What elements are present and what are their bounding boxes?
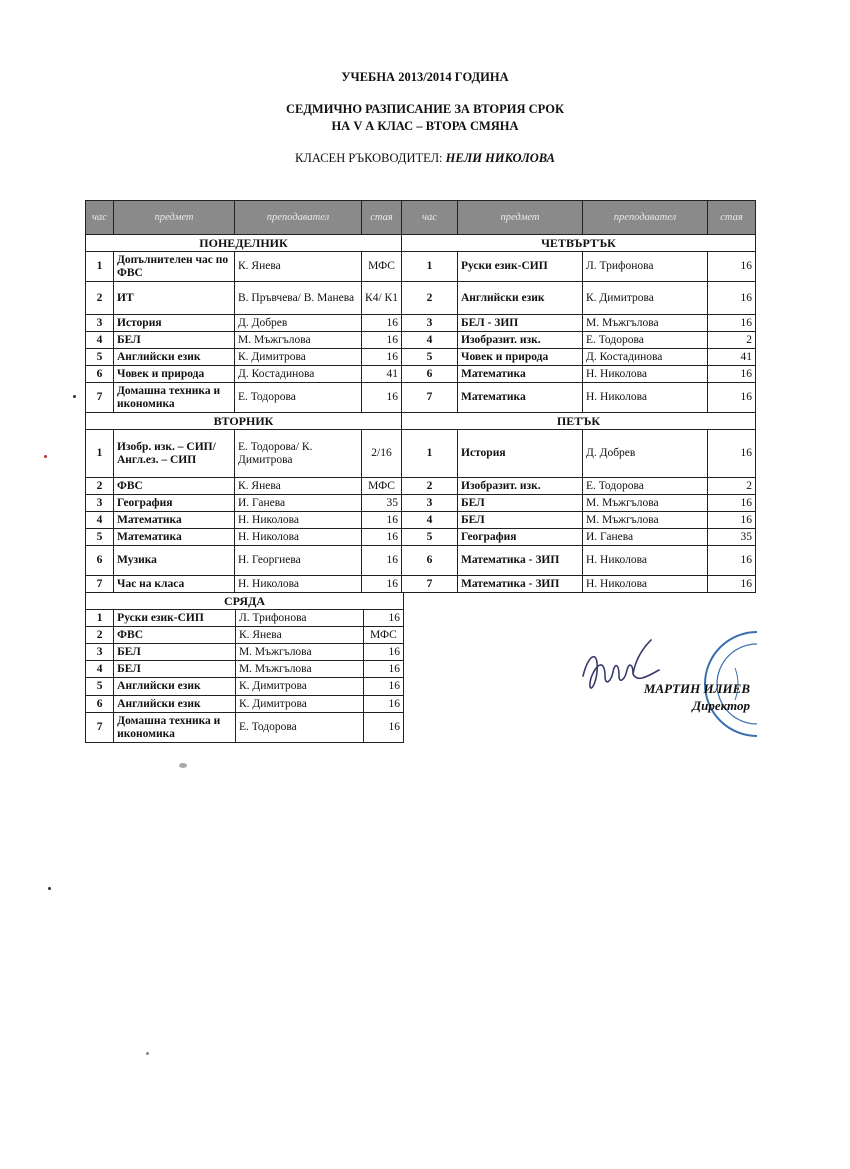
period-number: 1 — [402, 430, 458, 478]
subject-cell: Човек и природа — [114, 366, 235, 383]
room-cell: 16 — [362, 383, 402, 413]
subject-cell: Руски език-СИП — [458, 252, 583, 282]
table-row — [86, 644, 404, 661]
room-cell: 35 — [708, 529, 756, 546]
teacher-cell: Н. Георгиева — [235, 546, 362, 576]
teacher-cell: Е. Тодорова — [235, 713, 363, 743]
class-teacher-line — [0, 151, 850, 166]
table-row — [86, 383, 756, 413]
period-number: 5 — [86, 529, 114, 546]
period-number: 2 — [402, 282, 458, 315]
period-number: 3 — [402, 315, 458, 332]
period-number: 4 — [402, 332, 458, 349]
period-number: 2 — [86, 282, 114, 315]
subject-cell: Изобразит. изк. — [458, 332, 583, 349]
col-header-num: час — [86, 201, 114, 235]
subject-cell: Английски език — [114, 696, 236, 713]
period-number: 1 — [86, 252, 114, 282]
room-cell: 2 — [708, 332, 756, 349]
subject-cell: Допълнителен час по ФВС — [114, 252, 235, 282]
subject-cell: Изобр. изк. – СИП/ Англ.ез. – СИП — [114, 430, 235, 478]
subject-cell: Английски език — [114, 349, 235, 366]
day-thursday: ЧЕТВЪРТЪК — [402, 235, 756, 252]
teacher-cell: Н. Николова — [235, 576, 362, 593]
subject-cell: Домашна техника и икономика — [114, 713, 236, 743]
table-row — [86, 495, 756, 512]
teacher-cell: Д. Добрев — [235, 315, 362, 332]
col-header-room: стая — [362, 201, 402, 235]
room-cell: МФС — [363, 627, 403, 644]
scan-speck — [48, 887, 51, 890]
day-header-row — [86, 235, 756, 252]
teacher-cell: Л. Трифонова — [583, 252, 708, 282]
room-cell: 16 — [708, 512, 756, 529]
teacher-cell: М. Мъжгълова — [583, 315, 708, 332]
teacher-cell: К. Димитрова — [583, 282, 708, 315]
subject-cell: Английски език — [458, 282, 583, 315]
table-row — [86, 713, 404, 743]
table-row — [86, 282, 756, 315]
room-cell: 16 — [363, 661, 403, 678]
room-cell: 16 — [362, 332, 402, 349]
col-header-room: стая — [708, 201, 756, 235]
teacher-cell: К. Димитрова — [235, 696, 363, 713]
subject-cell: Музика — [114, 546, 235, 576]
teacher-cell: К. Димитрова — [235, 349, 362, 366]
subject-cell: БЕЛ - ЗИП — [458, 315, 583, 332]
subject-cell: Домашна техника и икономика — [114, 383, 235, 413]
period-number: 7 — [86, 383, 114, 413]
scan-speck — [179, 763, 187, 768]
period-number: 4 — [86, 332, 114, 349]
subject-cell: Изобразит. изк. — [458, 478, 583, 495]
subject-cell: ИТ — [114, 282, 235, 315]
subject-cell: История — [114, 315, 235, 332]
subject-cell: БЕЛ — [114, 332, 235, 349]
period-number: 3 — [86, 315, 114, 332]
teacher-cell: Е. Тодорова — [235, 383, 362, 413]
table-row — [86, 529, 756, 546]
table-row — [86, 366, 756, 383]
day-header-row — [86, 593, 404, 610]
room-cell: 16 — [708, 546, 756, 576]
day-tuesday: ВТОРНИК — [86, 413, 402, 430]
room-cell: 16 — [362, 576, 402, 593]
room-cell: 16 — [708, 430, 756, 478]
table-row — [86, 315, 756, 332]
room-cell: 16 — [363, 610, 403, 627]
teacher-cell: Н. Николова — [235, 512, 362, 529]
teacher-cell: Н. Николова — [583, 383, 708, 413]
room-cell: 16 — [362, 512, 402, 529]
teacher-cell: М. Мъжгълова — [583, 512, 708, 529]
period-number: 7 — [86, 713, 114, 743]
room-cell: 2/16 — [362, 430, 402, 478]
col-header-subject: предмет — [458, 201, 583, 235]
period-number: 1 — [86, 430, 114, 478]
period-number: 7 — [86, 576, 114, 593]
subject-cell: Математика — [114, 512, 235, 529]
period-number: 4 — [402, 512, 458, 529]
room-cell: 16 — [362, 546, 402, 576]
period-number: 5 — [402, 349, 458, 366]
room-cell: 16 — [363, 678, 403, 696]
room-cell: 35 — [362, 495, 402, 512]
col-header-teacher: преподавател — [583, 201, 708, 235]
period-number: 6 — [86, 366, 114, 383]
room-cell: 16 — [362, 349, 402, 366]
subject-cell: ФВС — [114, 478, 235, 495]
teacher-cell: Л. Трифонова — [235, 610, 363, 627]
period-number: 4 — [86, 661, 114, 678]
wednesday-table — [85, 592, 404, 743]
teacher-cell: М. Мъжгълова — [235, 661, 363, 678]
class-teacher-name: НЕЛИ НИКОЛОВА — [445, 151, 555, 165]
teacher-cell: М. Мъжгълова — [235, 332, 362, 349]
day-header-row — [86, 413, 756, 430]
teacher-cell: Д. Добрев — [583, 430, 708, 478]
teacher-cell: Д. Костадинова — [235, 366, 362, 383]
room-cell: 2 — [708, 478, 756, 495]
teacher-cell: Д. Костадинова — [583, 349, 708, 366]
day-wednesday: СРЯДА — [86, 593, 404, 610]
table-row — [86, 512, 756, 529]
teacher-cell: К. Янева — [235, 627, 363, 644]
period-number: 5 — [86, 349, 114, 366]
period-number: 7 — [402, 576, 458, 593]
room-cell: 41 — [362, 366, 402, 383]
period-number: 6 — [402, 546, 458, 576]
period-number: 5 — [86, 678, 114, 696]
day-friday: ПЕТЪК — [402, 413, 756, 430]
subject-cell: Час на класа — [114, 576, 235, 593]
table-row — [86, 696, 404, 713]
table-row — [86, 576, 756, 593]
room-cell: 41 — [708, 349, 756, 366]
subject-cell: Математика — [458, 383, 583, 413]
table-row — [86, 627, 404, 644]
column-header-row — [86, 201, 756, 235]
room-cell: 16 — [363, 696, 403, 713]
room-cell: 16 — [708, 252, 756, 282]
table-row — [86, 610, 404, 627]
room-cell: К4/ К1 — [362, 282, 402, 315]
table-row — [86, 349, 756, 366]
director-name: МАРТИН ИЛИЕВ — [643, 681, 750, 696]
room-cell: 16 — [708, 383, 756, 413]
teacher-cell: Е. Тодорова — [583, 478, 708, 495]
subject-cell: Математика — [458, 366, 583, 383]
room-cell: 16 — [708, 366, 756, 383]
period-number: 1 — [86, 610, 114, 627]
col-header-teacher: преподавател — [235, 201, 362, 235]
room-cell: 16 — [708, 495, 756, 512]
period-number: 3 — [402, 495, 458, 512]
period-number: 6 — [86, 696, 114, 713]
table-row — [86, 546, 756, 576]
room-cell: 16 — [363, 644, 403, 661]
room-cell: 16 — [708, 315, 756, 332]
teacher-cell: К. Димитрова — [235, 678, 363, 696]
period-number: 2 — [86, 627, 114, 644]
subject-cell: Човек и природа — [458, 349, 583, 366]
period-number: 4 — [86, 512, 114, 529]
subject-cell: Математика - ЗИП — [458, 576, 583, 593]
subject-cell: Английски език — [114, 678, 236, 696]
table-row — [86, 678, 404, 696]
room-cell: 16 — [362, 529, 402, 546]
period-number: 1 — [402, 252, 458, 282]
day-monday: ПОНЕДЕЛНИК — [86, 235, 402, 252]
subject-cell: БЕЛ — [114, 644, 236, 661]
period-number: 6 — [86, 546, 114, 576]
teacher-cell: М. Мъжгълова — [583, 495, 708, 512]
director-title: Директор — [692, 698, 750, 713]
period-number: 2 — [86, 478, 114, 495]
subject-cell: География — [114, 495, 235, 512]
teacher-cell: Н. Николова — [583, 546, 708, 576]
subject-cell: ФВС — [114, 627, 236, 644]
col-header-subject: предмет — [114, 201, 235, 235]
scan-speck — [44, 455, 47, 458]
teacher-cell: И. Ганева — [583, 529, 708, 546]
table-row — [86, 332, 756, 349]
subject-cell: БЕЛ — [458, 512, 583, 529]
schedule-subtitle: НА V А КЛАС – ВТОРА СМЯНА — [331, 119, 519, 133]
class-teacher-label: КЛАСЕН РЪКОВОДИТЕЛ: — [295, 151, 446, 165]
subject-cell: География — [458, 529, 583, 546]
teacher-cell: К. Янева — [235, 252, 362, 282]
subject-cell: БЕЛ — [114, 661, 236, 678]
teacher-cell: Н. Николова — [583, 366, 708, 383]
subject-cell: Руски език-СИП — [114, 610, 236, 627]
period-number: 6 — [402, 366, 458, 383]
room-cell: МФС — [362, 252, 402, 282]
table-row — [86, 430, 756, 478]
schedule-table — [85, 200, 756, 593]
teacher-cell: К. Янева — [235, 478, 362, 495]
teacher-cell: В. Пръвчева/ В. Манева — [235, 282, 362, 315]
teacher-cell: Е. Тодорова/ К. Димитрова — [235, 430, 362, 478]
table-row — [86, 252, 756, 282]
table-row — [86, 478, 756, 495]
subject-cell: БЕЛ — [458, 495, 583, 512]
period-number: 5 — [402, 529, 458, 546]
room-cell: 16 — [362, 315, 402, 332]
subject-cell: История — [458, 430, 583, 478]
room-cell: 16 — [363, 713, 403, 743]
teacher-cell: М. Мъжгълова — [235, 644, 363, 661]
teacher-cell: Н. Николова — [235, 529, 362, 546]
teacher-cell: Н. Николова — [583, 576, 708, 593]
scan-speck — [73, 395, 76, 398]
teacher-cell: И. Ганева — [235, 495, 362, 512]
col-header-num: час — [402, 201, 458, 235]
room-cell: 16 — [708, 576, 756, 593]
teacher-cell: Е. Тодорова — [583, 332, 708, 349]
period-number: 7 — [402, 383, 458, 413]
subject-cell: Математика - ЗИП — [458, 546, 583, 576]
table-row — [86, 661, 404, 678]
scan-speck — [146, 1052, 149, 1055]
room-cell: МФС — [362, 478, 402, 495]
schedule-title: СЕДМИЧНО РАЗПИСАНИЕ ЗА ВТОРИЯ СРОК — [285, 102, 565, 116]
period-number: 3 — [86, 644, 114, 661]
school-year-heading: УЧЕБНА 2013/2014 ГОДИНА — [341, 70, 509, 84]
period-number: 3 — [86, 495, 114, 512]
room-cell: 16 — [708, 282, 756, 315]
period-number: 2 — [402, 478, 458, 495]
subject-cell: Математика — [114, 529, 235, 546]
